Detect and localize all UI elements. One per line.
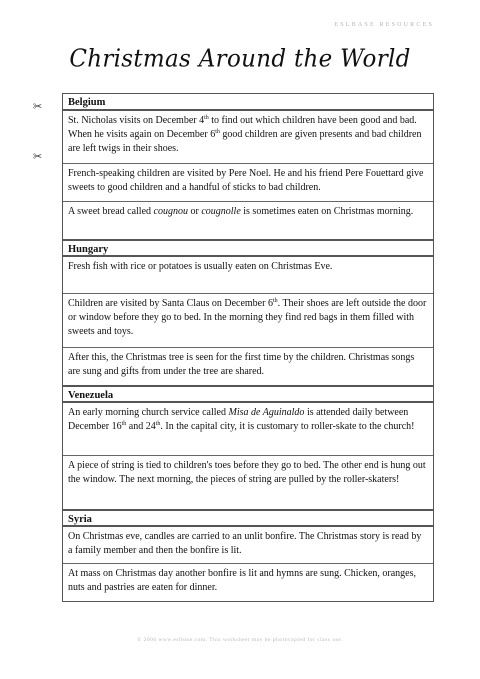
fact-row: An early morning church service called Misa de Aguinaldo is attended daily between December 16th and 24th. In the capital city, it is customary to roller-skate to the church! — [63, 401, 433, 455]
country-heading: Belgium — [68, 97, 106, 108]
fact-row: After this, the Christmas tree is seen for the first time by the children. Christmas songs are sung and gifts from under the tree are shared. — [63, 347, 433, 385]
fact-row: A sweet bread called cougnou or cougnolle is sometimes eaten on Christmas morning. — [63, 201, 433, 239]
country-heading: Venezuela — [63, 385, 433, 401]
fact-row: Fresh fish with rice or potatoes is usually eaten on Christmas Eve. — [63, 255, 433, 293]
fact-row: A piece of string is tied to children's toes before they go to bed. The other end is hung out the window. The next morning, the pieces of string are pulled by the roller-skaters! — [63, 455, 433, 509]
fact-row: St. Nicholas visits on December 4th to find out which children have been good and bad. When he visits again on December 6th good children are given presents and bad children are left twigs in their shoes. — [63, 109, 433, 163]
fact-row: French-speaking children are visited by Pere Noel. He and his friend Pere Fouettard give sweets to good children and a handful of sticks to bad children. — [63, 163, 433, 201]
facts-table — [62, 93, 434, 602]
page-title: Christmas Around the World — [69, 45, 411, 73]
country-heading: Hungary — [63, 239, 433, 255]
country-heading: Syria — [63, 509, 433, 525]
footer-copyright: © 2006 www.eslbase.com. This worksheet may be photocopied for class use. — [137, 637, 343, 643]
scissors-icon: ✂ — [33, 150, 43, 163]
fact-row: On Christmas eve, candles are carried to an unlit bonfire. The Christmas story is read by a family member and then the bonfire is lit. — [63, 525, 433, 563]
fact-row: At mass on Christmas day another bonfire is lit and hymns are sung. Chicken, oranges, nuts and pastries are eaten for dinner. — [63, 563, 433, 601]
fact-row: Children are visited by Santa Claus on December 6th. Their shoes are left outside the door or window before they go to bed. In the morning they find red bags in them filled with sweets and toys. — [63, 293, 433, 347]
header-brand: ESLBASE RESOURCES — [334, 22, 434, 28]
scissors-icon: ✂ — [33, 100, 43, 113]
